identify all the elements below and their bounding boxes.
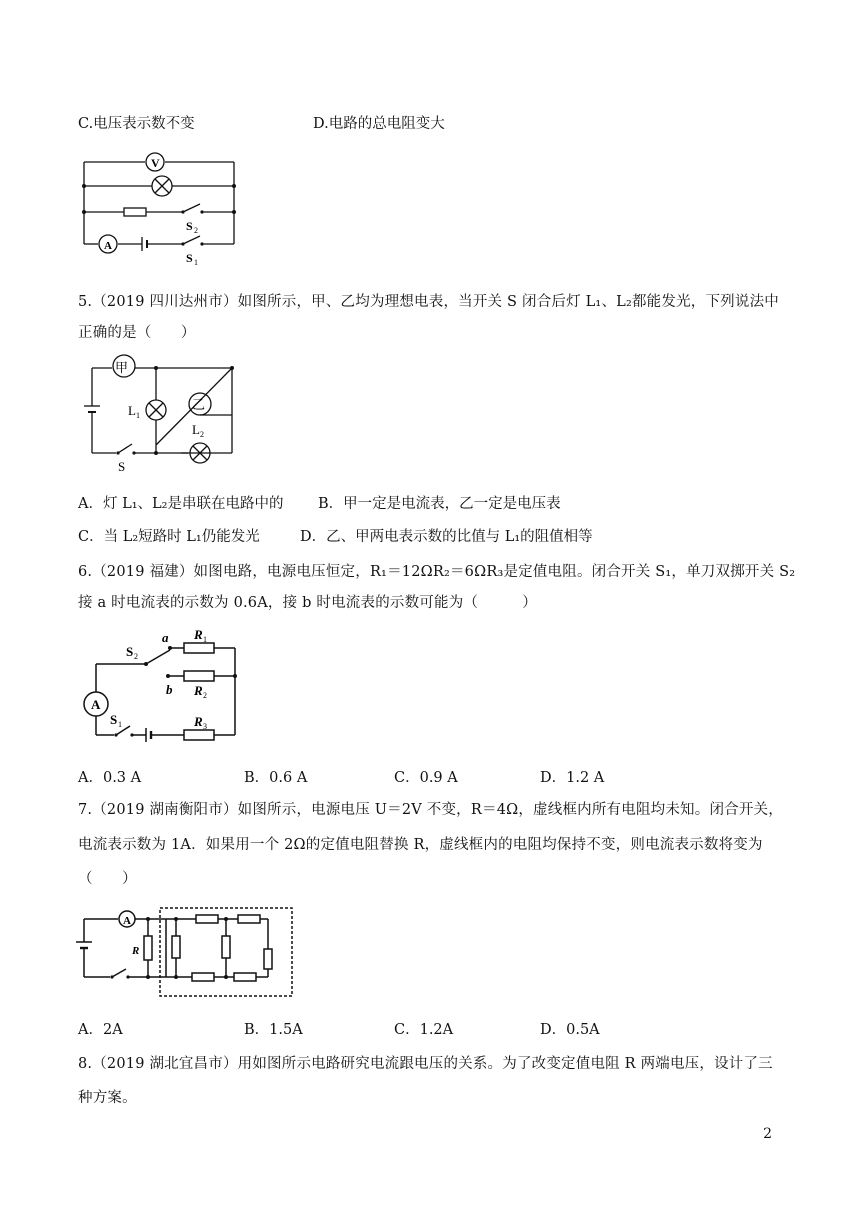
- q6-option-c: C．0.9 A: [394, 770, 458, 786]
- q5-option-d: D．乙、甲两电表示数的比值与 L₁的阻值相等: [300, 529, 593, 545]
- s1-sub: 1: [194, 258, 198, 266]
- q6-question-line2: 接 a 时电流表的示数为 0.6A，接 b 时电流表的示数可能为（ ）: [78, 595, 537, 611]
- q7-option-c: C．1.2A: [394, 1022, 454, 1038]
- r1-sub: 1: [203, 635, 207, 644]
- q5-circuit-figure: [80, 350, 245, 475]
- q8-question-line2: 种方案。: [78, 1090, 137, 1106]
- s-label: S: [118, 459, 126, 474]
- q6-question-line1: 6.（2019 福建）如图电路，电源电压恒定，R₁＝12ΩR₂＝6ΩR₃是定值电阻。闭合开关 S₁，单刀双掷开关 S₂: [78, 564, 796, 580]
- q6-option-b: B．0.6 A: [244, 770, 308, 786]
- q7-circuit-figure: [76, 904, 298, 1000]
- l1-label: L: [128, 403, 136, 418]
- s1-label: S: [110, 712, 118, 727]
- q4-circuit-figure: [78, 148, 243, 266]
- q4-option-d: D.电路的总电阻变大: [313, 116, 445, 132]
- r2-sub: 2: [203, 691, 207, 700]
- s2-sub: 2: [134, 652, 138, 661]
- q5-question-line2: 正确的是（ ）: [78, 325, 196, 341]
- ammeter-label: A: [123, 915, 131, 927]
- s1-label: S: [186, 251, 193, 265]
- s1-sub: 1: [118, 720, 122, 729]
- q5-option-a: A．灯 L₁、L₂是串联在电路中的: [78, 496, 284, 512]
- q6-circuit-figure: [80, 622, 245, 747]
- voltmeter-label: V: [151, 156, 160, 170]
- r3-label: R: [194, 714, 203, 729]
- page-number: 2: [763, 1126, 772, 1142]
- q5-option-c: C．当 L₂短路时 L₁仍能发光: [78, 529, 260, 545]
- q7-question-line2: 电流表示数为 1A．如果用一个 2Ω的定值电阻替换 R，虚线框内的电阻均保持不变，则电流表示数将变为: [78, 837, 763, 853]
- b-label: b: [166, 682, 173, 697]
- ammeter-label: A: [91, 697, 101, 712]
- l2-label: L: [192, 422, 200, 437]
- q7-question-line3: （ ）: [78, 871, 137, 887]
- q4-option-c: C.电压表示数不变: [78, 116, 195, 132]
- r3-sub: 3: [203, 722, 207, 731]
- l2-sub: 2: [200, 430, 204, 439]
- q5-question-line1: 5.（2019 四川达州市）如图所示，甲、乙均为理想电表，当开关 S 闭合后灯 L₁、L₂都能发光，下列说法中: [78, 294, 779, 310]
- q7-option-d: D．0.5A: [540, 1022, 600, 1038]
- q8-question-line1: 8.（2019 湖北宜昌市）用如图所示电路研究电流跟电压的关系。为了改变定值电阻 R 两端电压，设计了三: [78, 1056, 773, 1072]
- r1-label: R: [194, 627, 203, 642]
- q7-question-line1: 7.（2019 湖南衡阳市）如图所示，电源电压 U＝2V 不变，R＝4Ω，虚线框内所有电阻均未知。闭合开关，: [78, 802, 783, 818]
- r-label: R: [132, 945, 140, 957]
- jia-label: 甲: [115, 360, 129, 375]
- s2-label: S: [126, 644, 134, 659]
- ammeter-label: A: [104, 240, 112, 252]
- q6-option-a: A．0.3 A: [78, 770, 142, 786]
- s2-label: S: [186, 219, 193, 233]
- q7-option-a: A．2A: [78, 1022, 123, 1038]
- q7-option-b: B．1.5A: [244, 1022, 303, 1038]
- a-label: a: [162, 630, 169, 645]
- r2-label: R: [194, 683, 203, 698]
- l1-sub: 1: [136, 411, 140, 420]
- q5-option-b: B．甲一定是电流表，乙一定是电压表: [318, 496, 561, 512]
- q6-option-d: D．1.2 A: [540, 770, 605, 786]
- s2-sub: 2: [194, 226, 198, 235]
- yi-label: 乙: [192, 397, 206, 412]
